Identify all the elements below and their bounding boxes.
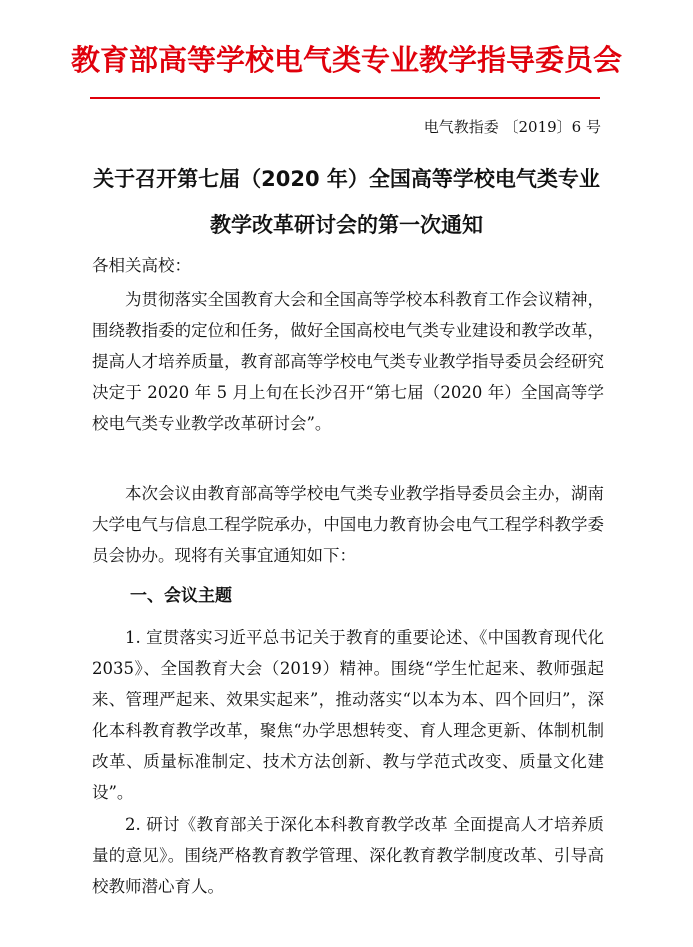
section-heading-meeting-theme: 一、会议主题 (130, 586, 232, 606)
paragraph-1: 为贯彻落实全国教育大会和全国高等学校本科教育工作会议精神，围绕教指委的定位和任务，做好全国高校电气类专业建设和教学改革，提高人才培养质量，教育部高等学校电气类专业教学指导委员会经研究决定于 2020 年 5 月上旬在长沙召开“第七届（2020 年）全国高等学校电气类专业教学改革研讨会”。 (92, 290, 604, 433)
notice-title-line-2: 教学改革研讨会的第一次通知 (210, 213, 483, 237)
red-divider-rule (90, 97, 600, 99)
paragraph-2: 本次会议由教育部高等学校电气类专业教学指导委员会主办，湖南大学电气与信息工程学院承办，中国电力教育协会电气工程学科教学委员会协办。现将有关事宜通知如下： (92, 484, 604, 565)
organization-header: 教育部高等学校电气类专业教学指导委员会 (70, 43, 622, 77)
theme-item-2: 2. 研讨《教育部关于深化本科教育教学改革 全面提高人才培养质量的意见》。围绕严格教育教学管理、深化教育教学制度改革、引导高校教师潜心育人。 (92, 815, 604, 896)
theme-item-1: 1. 宣贯落实习近平总书记关于教育的重要论述、《中国教育现代化 2035》、全国教育大会（2019）精神。围绕“学生忙起来、教师强起来、管理严起来、效果实起来”，推动落实“以本为本、四个回归”，深化本科教育教学改革，聚焦“办学思想转变、育人理念更新、体制机制改革、质量标准制定、技术方法创新、教与学范式改变、质量文化建设”。 (92, 628, 604, 802)
document-number: 电气教指委 〔2019〕6 号 (423, 118, 601, 136)
salutation: 各相关高校： (92, 256, 191, 275)
notice-title-line-1: 关于召开第七届（2020 年）全国高等学校电气类专业 (93, 167, 600, 191)
